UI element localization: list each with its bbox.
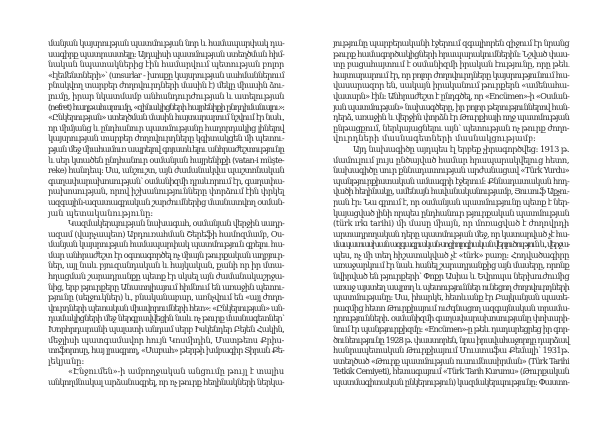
text-line: յան պատմության» նախագծերը, իր բոլոր թերություններով հան- [333, 101, 569, 112]
text-line: (türk ırkı tarihi) մի մասը միայն, որ մոռացված է ժողովրդի [333, 218, 569, 229]
text-line: արտադրողական դերը պատմության մեջ, որ կատարված չէ հա- [333, 228, 569, 239]
paragraph [333, 38, 569, 144]
text-line: պատմագիտական ընկերություն) կազմակերպությունը: Փաստո- [333, 377, 569, 387]
text-line: նում էր պանթյուրքիզմը: «Encümen»-ը թեև դադարեցրեց իր գոր- [333, 324, 569, 335]
text-line: վուրդների պետական միավորումների հետ»: «Ընկերության» ան- [48, 302, 284, 313]
text-line: «Էնջումեն»-ի ամբողջական անցումը թույլ է տալիս [68, 366, 284, 377]
text-line: reke) հանդեպ: Սա, անշուշտ, այն ժամանակվա պաշտոնական [48, 165, 284, 176]
text-line: մամուլում լույս ընծայված համար հրապարակվելուց հետո, [333, 154, 569, 165]
text-line: գաղափարախոսության՝ օսմանիզմի դրսևորում էր, գաղափա- [48, 175, 284, 186]
text-line: պանթյուրքիստական ամսագրի էջերում: Քննադատական հոդ- [333, 175, 569, 186]
text-line: հղացման շարադրանքը պետք էր սկսել այն ժամանակաշրջա- [48, 271, 284, 282]
text-line: ստեղծած «Թուրք պատմության ուսումնասիրման» (Türk Tarihi [333, 355, 569, 366]
paragraph [48, 366, 284, 387]
text-line: անկողմնակալ արձանագրել, որ ոչ թուրք հեղինակների ներկա- [48, 377, 284, 387]
text-line: ծունեությունը 1928 թ. փաստորեն, նրա իրավահաջորդը դարձավ [333, 334, 569, 345]
text-column-right [333, 38, 569, 388]
text-line: Այդ նախագիծը այդպես էլ երբեք չիրագործվեց: 1913 թ. [353, 143, 569, 154]
text-line: նական նպատակներից էին համարվում պետության բոլոր [48, 59, 284, 70]
text-line: մանյան կայսրության պատմության նոր և համապարփակ դա- [48, 38, 284, 48]
text-line: լեկյանը: [48, 355, 85, 366]
text-line: մեջլիսի պատգամավոր հույն Կոսմիդին, Մատթեոս Քրիս- [48, 334, 284, 345]
text-line: մապատասխան ազգագրական-սոցիոլոգիական վերլուծություն և, վերջա- [333, 239, 569, 250]
text-line: բնակվող տարբեր ժողովուրդների մասին է) մեկը միասին ձու- [48, 80, 284, 91]
text-line: րազմից հետո Թուրքիայում ուժգնացող ազգայնական տրամա- [333, 302, 569, 313]
text-line: մար անհրաժեշտ էր օգտագործել ոչ միայն թուրքական աղբյուր- [48, 249, 284, 260]
text-line: վուրդների մասնագետների մասնակցությամբ: [333, 133, 536, 144]
text-line: Խորհրդարանի պալատի անդամ սերբ Իսկենդեր Բեյեն Հակին, [48, 324, 284, 335]
text-line: նից, երբ թյուրքերը Անատոլիայում հիմնում են առաջին պետու- [48, 281, 284, 292]
text-line: տոֆորոսը, հայ լրագրող, «Սաբահ» թերթի խմբագիր Տիրան Քե- [48, 345, 284, 356]
text-line: Tetkik Cemiyeti), հետագայում «Türk Tarih Kurumu» (Թուրքական [333, 366, 569, 377]
text-line: թուրք համագործակիցների հրապարակումներին: Նշված փաս- [333, 48, 569, 59]
text-line: կայացված լինի որպես ընդհանուր թյուրքական պատմության [333, 207, 569, 218]
text-line: յությունը պարբերականի էջերում զգալիորեն զիջում էր նրանց [333, 38, 569, 48]
text-line: դրությունների. օսմանիզմի գաղափարախոսությանը փոխարի- [333, 313, 569, 324]
text-line: պատմությանը: Սա, իհարկե, հետևանք էր Բալկանյան պատե- [333, 292, 569, 303]
text-line: ազգային-ազատագրական շարժումներից մասնատվող օսման- [48, 196, 284, 207]
text-line: «էլեմենտների»՝ (unsurlar - խոսքը կայսրության սահմաններում [48, 69, 284, 80]
text-line: ազամ (վարչապետ) Աբդուռահման Շերեֆի համոզմամբ, Օս- [48, 228, 284, 239]
text-line: նախագիծը սուր քննադատության արժանացավ «Türk Yurdu» [333, 165, 569, 176]
text-line: (nefret) հաղթահարումը, «զինակիցների հայրենիքի ընդդիմանալու»: [48, 101, 285, 112]
text-line: վասարն» էին: Անհրաժեշտ է ընդգծել, որ «Encümen»-ի «Օսման- [333, 90, 569, 101]
text-line: «Ընկերության» ստեղծման մասին հայտարարում նշվում էր նաև, [48, 112, 284, 123]
text-line: յան պետականությունը: [48, 207, 154, 218]
text-line: դերձ, առաջին և վերջին փորձն էր Թուրքիայի ողջ պատմության [333, 112, 569, 123]
text-line: դամակիցների մեջ ներգրավվեցին նաև ոչ թուրք մասնագետներ՝ [48, 313, 284, 324]
text-line: թյունը (սելջուկներ) և, բնականաբար, առնչվում են «այլ ժողո- [48, 292, 284, 303]
text-line: մանյան կայսրության համապարփակ պատմություն գրելու հա- [48, 239, 285, 250]
text-line: ընթացքում, ներկայացնելու այն՝ պետության ոչ թուրք ժողո- [333, 122, 569, 133]
text-line: լումը, իրար նկատմամբ անհանդուրժության և ատելության [48, 90, 284, 101]
text-line: Կազմակերպության նախագահ, օսմանյան վերջին սադր- [68, 218, 284, 229]
text-line: որ միմյանց և ընդհանուր պատմությանը հաղորդակից լինելով [48, 122, 284, 133]
paragraph [48, 218, 284, 366]
text-line: րախոսության, որով իշխանությունները փորձում էին փրկել [48, 186, 284, 197]
text-column-left [48, 38, 284, 388]
text-line: նվիրված են թյուրքերի՝ Փոքր Ասիա և Եվրոպա ներխուժումից [333, 271, 569, 282]
text-line: ներ, այլ նաև բյուզանդական և հայկական, քանի որ իր մտա- [48, 260, 284, 271]
text-line: հայտարարում էր, որ բոլոր ժողովուրդները կայսրությունում հա- [333, 69, 569, 80]
text-line: սագիրք պատրաստելը: Այդպիսի պատմության ստեղծման հիմ- [48, 48, 284, 59]
text-line: տը բացահայտում է օսմանիզմի իրական էությունը, որը թեև [333, 59, 569, 70]
text-line: վասարազոր են, սակայն իրականում թուրքերն «ամենահա- [333, 80, 569, 91]
text-line: պես, ոչ մի տեղ հիշատակված չէ «türk» բառը: Հոդվածագիրը [333, 249, 569, 260]
text-line: վածի հեղինակը, ամենայն հավանականությամբ, Յուսուֆ Աքչու- [333, 186, 569, 197]
text-line: րան էր: Նա գրում է, որ օսմանյան պատմությունը պետք է ներ- [333, 196, 569, 207]
text-line: հանրապետական Թուրքիայում Մուստաֆա Քեմալի՝ 1931թ. [333, 345, 569, 356]
text-line: առաջարկում էր նաև հանել շարադրանքից այն մասերը, որոնք [333, 260, 569, 271]
paragraph [333, 144, 569, 388]
paragraph [48, 38, 284, 218]
text-line: առաջ այստեղ ապրող և պետություններ ունեցող ժողովուրդների [333, 281, 569, 292]
text-line: թյան մեջ միահամուռ ապրելով գոյատևելու անհրաժեշտությունը [48, 143, 284, 154]
text-line: կայսրության տարբեր ժողովուրդները կգիտակցեն մի պետու- [48, 133, 284, 144]
text-line: և սեր կտածեն ընդհանուր օսմանյան հայրենիքի (vatan-i müşte- [48, 154, 284, 165]
